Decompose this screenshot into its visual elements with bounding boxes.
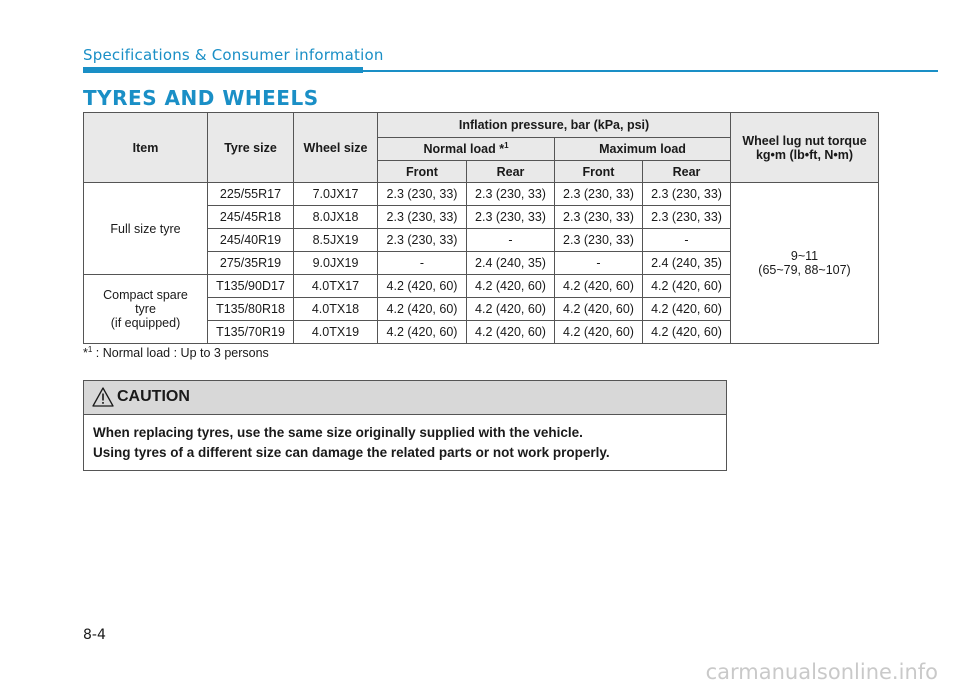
cell-max-front: 4.2 (420, 60) <box>555 275 643 298</box>
cell-normal-rear: 2.3 (230, 33) <box>467 183 555 206</box>
cell-tyre-size: T135/90D17 <box>208 275 294 298</box>
torque-header-line1: Wheel lug nut torque <box>742 133 867 148</box>
header-item: Item <box>84 113 208 183</box>
header-normal-load <box>378 138 555 161</box>
warning-triangle-icon <box>92 387 114 407</box>
footnote-text: : Normal load : Up to 3 persons <box>92 346 269 361</box>
header-tyre-size: Tyre size <box>208 113 294 183</box>
cell-normal-front: 2.3 (230, 33) <box>378 229 467 252</box>
footnote <box>83 345 269 360</box>
caution-title: CAUTION <box>117 388 190 405</box>
page-title: TYRES AND WHEELS <box>83 86 319 110</box>
cell-lug-nut-torque <box>731 183 879 344</box>
caution-line1: When replacing tyres, use the same size originally supplied with the vehicle. <box>93 425 583 440</box>
header-normal-front: Front <box>378 161 467 183</box>
cell-max-front: 4.2 (420, 60) <box>555 321 643 344</box>
cell-normal-front: - <box>378 252 467 275</box>
cell-tyre-size: 245/45R18 <box>208 206 294 229</box>
header-max-front: Front <box>555 161 643 183</box>
cell-max-front: - <box>555 252 643 275</box>
header-max-rear: Rear <box>643 161 731 183</box>
header-normal-rear: Rear <box>467 161 555 183</box>
cell-max-rear: 4.2 (420, 60) <box>643 321 731 344</box>
cell-max-rear: 4.2 (420, 60) <box>643 275 731 298</box>
item-full-size-tyre: Full size tyre <box>84 183 208 275</box>
footnote-mark: * <box>83 346 88 361</box>
cell-normal-rear: 4.2 (420, 60) <box>467 321 555 344</box>
header-inflation-pressure: Inflation pressure, bar (kPa, psi) <box>378 113 731 138</box>
cell-tyre-size: 245/40R19 <box>208 229 294 252</box>
cell-normal-front: 4.2 (420, 60) <box>378 321 467 344</box>
header-rule-thin <box>363 70 938 72</box>
watermark: carmanualsonline.info <box>705 660 938 684</box>
cell-tyre-size: 225/55R17 <box>208 183 294 206</box>
compact-spare-line1: Compact spare <box>103 288 188 302</box>
section-label: Specifications & Consumer information <box>83 46 384 64</box>
cell-max-rear: - <box>643 229 731 252</box>
item-compact-spare-tyre <box>84 275 208 344</box>
cell-max-front: 4.2 (420, 60) <box>555 298 643 321</box>
cell-tyre-size: 275/35R19 <box>208 252 294 275</box>
torque-value-line1: 9~11 <box>790 249 819 263</box>
caution-body <box>84 415 726 471</box>
cell-wheel-size: 4.0TX18 <box>294 298 378 321</box>
cell-max-rear: 4.2 (420, 60) <box>643 298 731 321</box>
header-rule-thick <box>83 67 363 73</box>
caution-box <box>83 380 727 471</box>
normal-load-label: Normal load * <box>423 142 505 157</box>
normal-load-footnote-mark: 1 <box>504 141 509 151</box>
footnote-sup: 1 <box>87 345 93 354</box>
cell-max-front: 2.3 (230, 33) <box>555 229 643 252</box>
caution-header <box>84 381 726 415</box>
cell-normal-front: 4.2 (420, 60) <box>378 275 467 298</box>
cell-normal-front: 4.2 (420, 60) <box>378 298 467 321</box>
cell-normal-front: 2.3 (230, 33) <box>378 183 467 206</box>
compact-spare-line2: tyre <box>135 302 156 316</box>
cell-wheel-size: 4.0TX17 <box>294 275 378 298</box>
cell-max-rear: 2.4 (240, 35) <box>643 252 731 275</box>
cell-wheel-size: 7.0JX17 <box>294 183 378 206</box>
cell-wheel-size: 9.0JX19 <box>294 252 378 275</box>
cell-normal-rear: 4.2 (420, 60) <box>467 275 555 298</box>
header-wheel-size: Wheel size <box>294 113 378 183</box>
cell-tyre-size: T135/80R18 <box>208 298 294 321</box>
table-row <box>84 183 879 206</box>
cell-tyre-size: T135/70R19 <box>208 321 294 344</box>
torque-header-line2: kg•m (lb•ft, N•m) <box>755 147 854 162</box>
cell-normal-front: 2.3 (230, 33) <box>378 206 467 229</box>
tyre-spec-table <box>83 112 879 344</box>
cell-max-front: 2.3 (230, 33) <box>555 206 643 229</box>
cell-max-rear: 2.3 (230, 33) <box>643 183 731 206</box>
cell-wheel-size: 8.5JX19 <box>294 229 378 252</box>
compact-spare-line3: (if equipped) <box>110 316 181 330</box>
cell-normal-rear: - <box>467 229 555 252</box>
page-number: 8-4 <box>83 627 106 643</box>
cell-max-rear: 2.3 (230, 33) <box>643 206 731 229</box>
cell-wheel-size: 4.0TX19 <box>294 321 378 344</box>
cell-normal-rear: 2.3 (230, 33) <box>467 206 555 229</box>
cell-wheel-size: 8.0JX18 <box>294 206 378 229</box>
cell-max-front: 2.3 (230, 33) <box>555 183 643 206</box>
cell-normal-rear: 4.2 (420, 60) <box>467 298 555 321</box>
header-maximum-load: Maximum load <box>555 138 731 161</box>
torque-value-line2: (65~79, 88~107) <box>758 263 851 277</box>
caution-line2: Using tyres of a different size can damage the related parts or not work properly. <box>93 445 610 460</box>
header-lug-nut-torque <box>731 113 879 183</box>
cell-normal-rear: 2.4 (240, 35) <box>467 252 555 275</box>
